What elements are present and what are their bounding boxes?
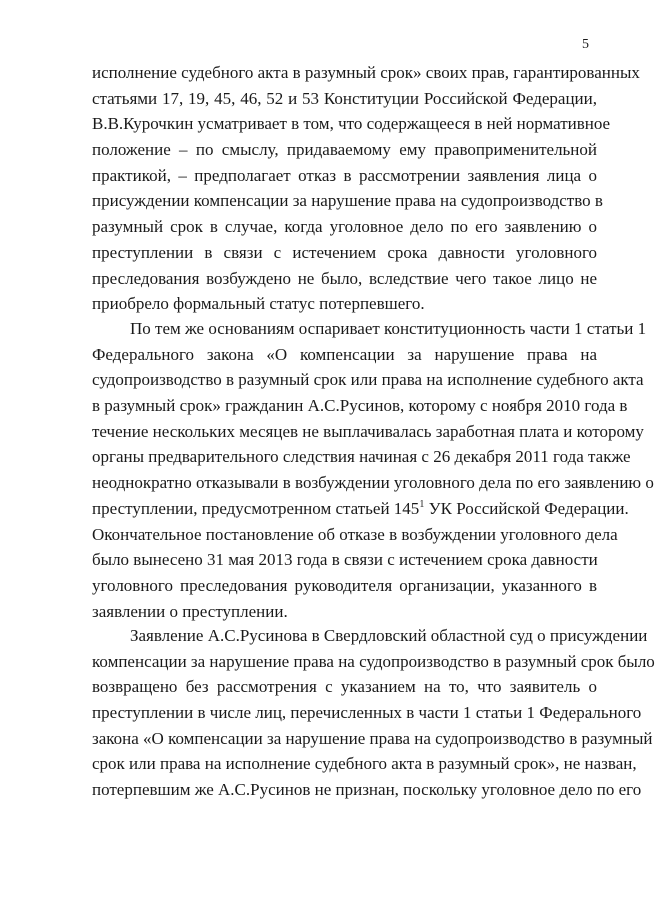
text-line: было вынесено 31 мая 2013 года в связи с истечением срока давности [92,550,598,570]
text-line: Окончательное постановление об отказе в возбуждении уголовного дела [92,524,618,544]
text-line: разумный срок в случае, когда уголовное дело по его заявлению о [92,217,597,237]
text-line: практикой, – предполагает отказ в рассмотрении заявления лица о [92,165,597,185]
text-line: компенсации за нарушение права на судопроизводство в разумный срок было [92,651,655,671]
text-segment: УК Российской Федерации. [424,498,629,518]
superscript: 1 [419,498,425,510]
text-line: преступлении в связи с истечением срока давности уголовного [92,242,597,262]
paragraph-3 [92,623,655,803]
text-line-with-superscript [92,496,629,522]
text-line: статьями 17, 19, 45, 46, 52 и 53 Конституции Российской Федерации, [92,88,597,108]
text-line: преследования возбуждено не было, вследствие чего такое лицо не [92,268,597,288]
text-line: уголовного преследования руководителя организации, указанного в [92,575,597,595]
text-line: положение – по смыслу, придаваемому ему правоприменительной [92,140,597,160]
text-segment: преступлении, предусмотренном статьей 145 [92,498,420,518]
text-line: закона «О компенсации за нарушение права на судопроизводство в разумный [92,728,653,748]
text-line: преступлении в числе лиц, перечисленных в части 1 статьи 1 Федерального [92,703,642,723]
text-line: По тем же основаниям оспаривает конституционность части 1 статьи 1 [130,319,647,338]
text-line: приобрело формальный статус потерпевшего. [92,294,425,314]
text-line: присуждении компенсации за нарушение права на судопроизводство в [92,191,603,211]
text-line: судопроизводство в разумный срок или права на исполнение судебного акта [92,370,644,390]
paragraph-2 [92,316,654,624]
text-line: В.В.Курочкин усматривает в том, что содержащееся в ней нормативное [92,114,611,134]
text-line: течение нескольких месяцев не выплачивалась заработная плата и которому [92,421,644,441]
text-line: заявлении о преступлении. [92,601,288,621]
text-line: неоднократно отказывали в возбуждении уголовного дела по его заявлению о [92,473,654,493]
text-line: возвращено без рассмотрения с указанием на то, что заявитель о [92,677,597,697]
text-line: Заявление А.С.Русинова в Свердловский областной суд о присуждении [130,626,648,645]
text-line: Федерального закона «О компенсации за нарушение права на [92,344,597,364]
text-line: исполнение судебного акта в разумный срок» своих прав, гарантированных [92,63,640,82]
text-line: органы предварительного следствия начиная с 26 декабря 2011 года также [92,447,631,467]
paragraph-1 [92,60,640,317]
text-line: потерпевшим же А.С.Русинов не признан, поскольку уголовное дело по его [92,780,642,800]
page-number: 5 [582,37,589,52]
text-line: в разумный срок» гражданин А.С.Русинов, которому с ноября 2010 года в [92,396,628,416]
text-line: срок или права на исполнение судебного акта в разумный срок», не назван, [92,754,637,774]
